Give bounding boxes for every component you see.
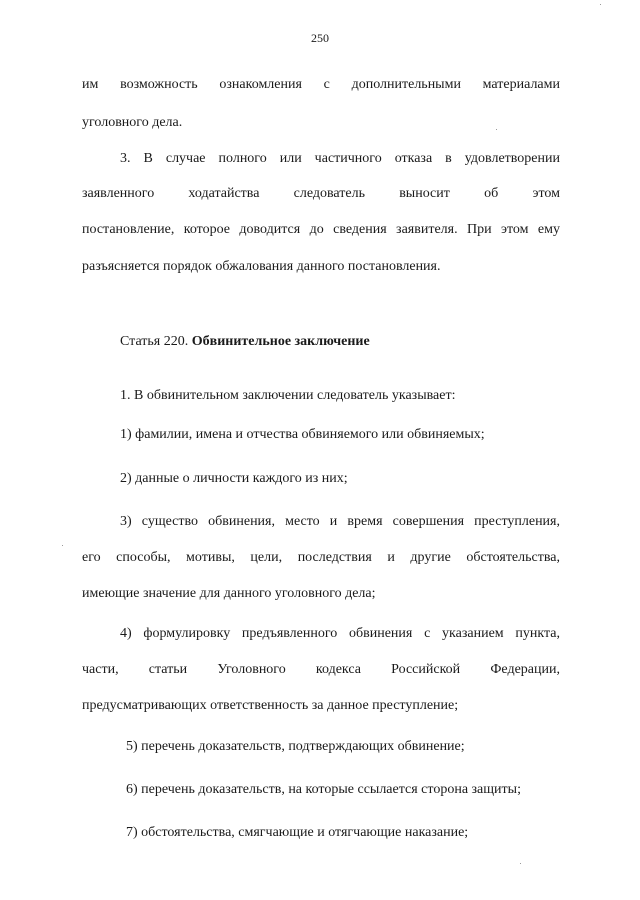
item3-line-2: заявленного ходатайства следователь выносит об этом — [82, 186, 560, 201]
scan-speck — [520, 863, 521, 864]
list-item-4-line-3: предусматривающих ответственность за данное преступление; — [82, 698, 459, 713]
item3-line-1: 3. В случае полного или частичного отказа в удовлетворении — [120, 151, 560, 166]
list-item-7: 7) обстоятельства, смягчающие и отягчающие наказание; — [126, 825, 469, 840]
scan-speck — [62, 545, 63, 546]
page-number: 250 — [311, 31, 329, 45]
list-item-4-line-1: 4) формулировку предъявленного обвинения с указанием пункта, — [120, 626, 560, 641]
list-item-6: 6) перечень доказательств, на которые ссылается сторона защиты; — [126, 782, 521, 797]
article-number: Статья 220. — [120, 334, 192, 349]
scan-speck — [600, 4, 601, 5]
list-item-3-line-2: его способы, мотивы, цели, последствия и другие обстоятельства, — [82, 550, 560, 565]
list-item-3-line-3: имеющие значение для данного уголовного дела; — [82, 586, 376, 601]
article-title: Обвинительное заключение — [191, 334, 370, 349]
item3-line-3: постановление, которое доводится до сведения заявителя. При этом ему — [82, 222, 560, 237]
list-item-5: 5) перечень доказательств, подтверждающих обвинение; — [126, 739, 465, 754]
list-item-2: 2) данные о личности каждого из них; — [120, 471, 348, 486]
list-item-3-line-1: 3) существо обвинения, место и время совершения преступления, — [120, 514, 560, 529]
list-item-4-line-2: части, статьи Уголовного кодекса Российской Федерации, — [82, 662, 560, 677]
clause-1: 1. В обвинительном заключении следователь указывает: — [120, 388, 456, 403]
item3-line-4: разъясняется порядок обжалования данного постановления. — [82, 259, 441, 274]
list-item-1: 1) фамилии, имена и отчества обвиняемого или обвиняемых; — [120, 427, 485, 442]
text-line-continued-1: им возможность ознакомления с дополнительными материалами — [82, 77, 560, 92]
text-line-continued-2: уголовного дела. — [82, 115, 183, 130]
scan-speck — [496, 129, 497, 130]
article-heading — [120, 333, 560, 351]
